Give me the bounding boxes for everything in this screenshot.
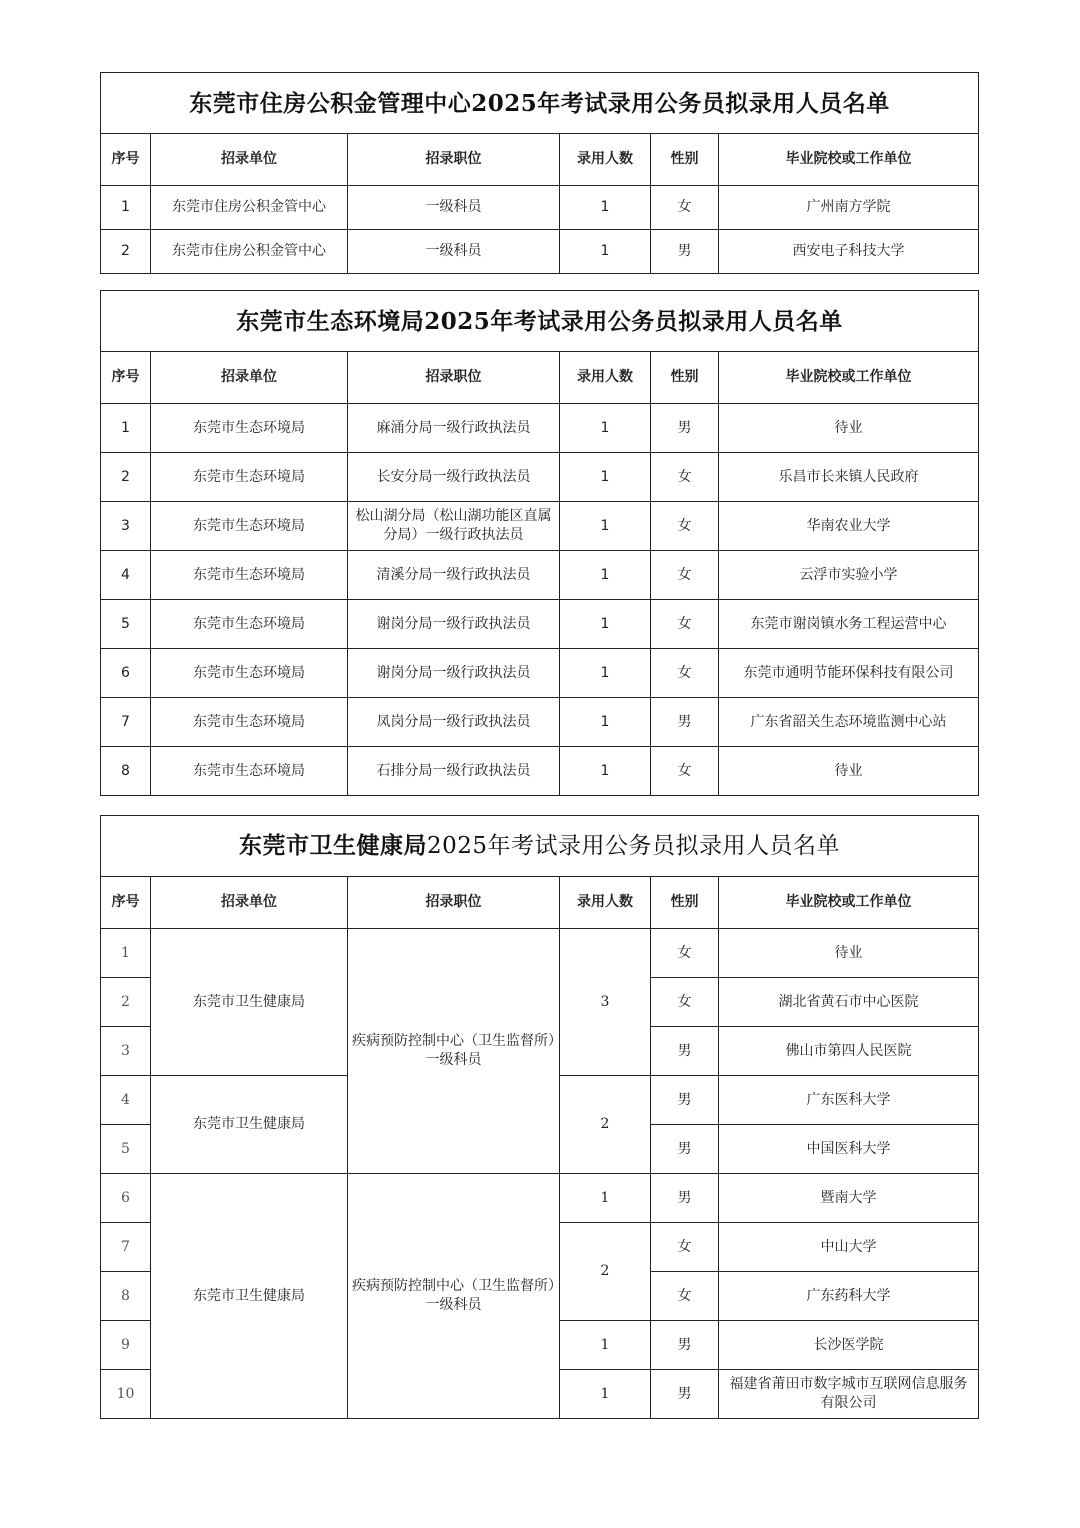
cell-position: 凤岗分局一级行政执法员 [348,698,560,747]
table-health-bureau [100,815,979,1419]
cell-school: 佛山市第四人民医院 [719,1027,979,1076]
cell-gender: 女 [651,747,719,796]
table-row [101,502,979,551]
cell-unit: 东莞市住房公积金管中心 [151,230,348,274]
cell-school: 东莞市谢岗镇水务工程运营中心 [719,600,979,649]
cell-no: 1 [101,186,151,230]
cell-position: 一级科员 [348,230,560,274]
cell-school: 东莞市通明节能环保科技有限公司 [719,649,979,698]
cell-count: 1 [560,1321,651,1370]
cell-school: 西安电子科技大学 [719,230,979,274]
cell-no: 1 [101,404,151,453]
cell-position: 清溪分局一级行政执法员 [348,551,560,600]
cell-count: 1 [560,600,651,649]
cell-no: 1 [101,929,151,978]
cell-gender: 男 [651,1076,719,1125]
table-row [101,698,979,747]
cell-gender: 男 [651,230,719,274]
cell-position: 一级科员 [348,186,560,230]
cell-no: 5 [101,600,151,649]
header-count: 录用人数 [560,134,651,186]
cell-gender: 男 [651,698,719,747]
cell-no: 9 [101,1321,151,1370]
cell-school: 湖北省黄石市中心医院 [719,978,979,1027]
cell-school: 华南农业大学 [719,502,979,551]
cell-school: 待业 [719,929,979,978]
header-position: 招录职位 [348,352,560,404]
cell-count: 1 [560,1174,651,1223]
cell-count: 1 [560,551,651,600]
cell-unit: 东莞市生态环境局 [151,698,348,747]
cell-count: 1 [560,230,651,274]
header-count: 录用人数 [560,877,651,929]
cell-no: 6 [101,649,151,698]
cell-unit: 东莞市卫生健康局 [151,929,348,1076]
cell-count: 1 [560,649,651,698]
cell-unit: 东莞市卫生健康局 [151,1174,348,1419]
cell-count: 1 [560,404,651,453]
cell-position: 麻涌分局一级行政执法员 [348,404,560,453]
table-title [101,816,979,877]
cell-unit: 东莞市生态环境局 [151,600,348,649]
cell-count: 1 [560,747,651,796]
cell-count: 2 [560,1076,651,1174]
cell-school: 广东药科大学 [719,1272,979,1321]
cell-unit: 东莞市卫生健康局 [151,1076,348,1174]
cell-no: 6 [101,1174,151,1223]
cell-gender: 男 [651,404,719,453]
cell-no: 10 [101,1370,151,1419]
cell-school: 广东省韶关生态环境监测中心站 [719,698,979,747]
cell-no: 7 [101,1223,151,1272]
cell-gender: 男 [651,1321,719,1370]
cell-gender: 女 [651,649,719,698]
cell-school: 待业 [719,747,979,796]
cell-unit: 东莞市生态环境局 [151,747,348,796]
cell-count: 1 [560,1370,651,1419]
title-bold-part: 东莞市卫生健康局 [238,832,427,859]
header-no: 序号 [101,352,151,404]
cell-school: 暨南大学 [719,1174,979,1223]
table-housing-fund [100,72,979,274]
cell-school: 长沙医学院 [719,1321,979,1370]
cell-unit: 东莞市生态环境局 [151,502,348,551]
table-row [101,186,979,230]
header-count: 录用人数 [560,352,651,404]
cell-no: 3 [101,1027,151,1076]
header-row [101,877,979,929]
cell-unit: 东莞市生态环境局 [151,453,348,502]
cell-count: 1 [560,186,651,230]
table-row [101,929,979,978]
title-rest-part: 2025年考试录用公务员拟录用人员名单 [426,833,841,859]
table-row [101,600,979,649]
cell-position: 松山湖分局（松山湖功能区直属分局）一级行政执法员 [348,502,560,551]
cell-no: 2 [101,230,151,274]
table-row [101,404,979,453]
cell-count: 1 [560,502,651,551]
cell-position: 石排分局一级行政执法员 [348,747,560,796]
cell-gender: 女 [651,1223,719,1272]
cell-position: 疾病预防控制中心（卫生监督所）一级科员 [348,1174,560,1419]
cell-position: 疾病预防控制中心（卫生监督所）一级科员 [348,929,560,1174]
header-unit: 招录单位 [151,877,348,929]
cell-school: 中国医科大学 [719,1125,979,1174]
cell-school: 广东医科大学 [719,1076,979,1125]
cell-unit: 东莞市住房公积金管中心 [151,186,348,230]
cell-school: 广州南方学院 [719,186,979,230]
cell-no: 4 [101,1076,151,1125]
cell-gender: 女 [651,551,719,600]
table-row [101,551,979,600]
cell-unit: 东莞市生态环境局 [151,649,348,698]
cell-gender: 男 [651,1370,719,1419]
cell-gender: 男 [651,1174,719,1223]
cell-gender: 女 [651,600,719,649]
table-ecology-bureau [100,290,979,796]
cell-gender: 男 [651,1027,719,1076]
cell-school: 云浮市实验小学 [719,551,979,600]
cell-no: 8 [101,1272,151,1321]
cell-no: 3 [101,502,151,551]
cell-no: 8 [101,747,151,796]
cell-no: 7 [101,698,151,747]
header-row [101,352,979,404]
cell-position: 谢岗分局一级行政执法员 [348,600,560,649]
table-row [101,747,979,796]
header-school: 毕业院校或工作单位 [719,134,979,186]
cell-no: 4 [101,551,151,600]
cell-gender: 女 [651,186,719,230]
cell-no: 2 [101,453,151,502]
table-title: 东莞市生态环境局2025年考试录用公务员拟录用人员名单 [101,291,979,352]
cell-no: 5 [101,1125,151,1174]
header-unit: 招录单位 [151,352,348,404]
table-title: 东莞市住房公积金管理中心2025年考试录用公务员拟录用人员名单 [101,73,979,134]
cell-gender: 女 [651,1272,719,1321]
cell-school: 待业 [719,404,979,453]
table-row [101,1174,979,1223]
header-gender: 性别 [651,134,719,186]
cell-school: 福建省莆田市数字城市互联网信息服务有限公司 [719,1370,979,1419]
table-row [101,453,979,502]
cell-gender: 女 [651,453,719,502]
header-no: 序号 [101,877,151,929]
cell-count: 3 [560,929,651,1076]
table-row [101,230,979,274]
cell-gender: 女 [651,978,719,1027]
cell-unit: 东莞市生态环境局 [151,404,348,453]
header-position: 招录职位 [348,134,560,186]
header-no: 序号 [101,134,151,186]
cell-position: 谢岗分局一级行政执法员 [348,649,560,698]
header-school: 毕业院校或工作单位 [719,877,979,929]
table-row [101,649,979,698]
header-gender: 性别 [651,352,719,404]
header-school: 毕业院校或工作单位 [719,352,979,404]
header-unit: 招录单位 [151,134,348,186]
cell-count: 2 [560,1223,651,1321]
cell-gender: 女 [651,502,719,551]
cell-school: 乐昌市长来镇人民政府 [719,453,979,502]
cell-school: 中山大学 [719,1223,979,1272]
cell-gender: 男 [651,1125,719,1174]
cell-unit: 东莞市生态环境局 [151,551,348,600]
cell-no: 2 [101,978,151,1027]
cell-count: 1 [560,453,651,502]
cell-position: 长安分局一级行政执法员 [348,453,560,502]
cell-count: 1 [560,698,651,747]
header-row [101,134,979,186]
header-gender: 性别 [651,877,719,929]
header-position: 招录职位 [348,877,560,929]
cell-gender: 女 [651,929,719,978]
